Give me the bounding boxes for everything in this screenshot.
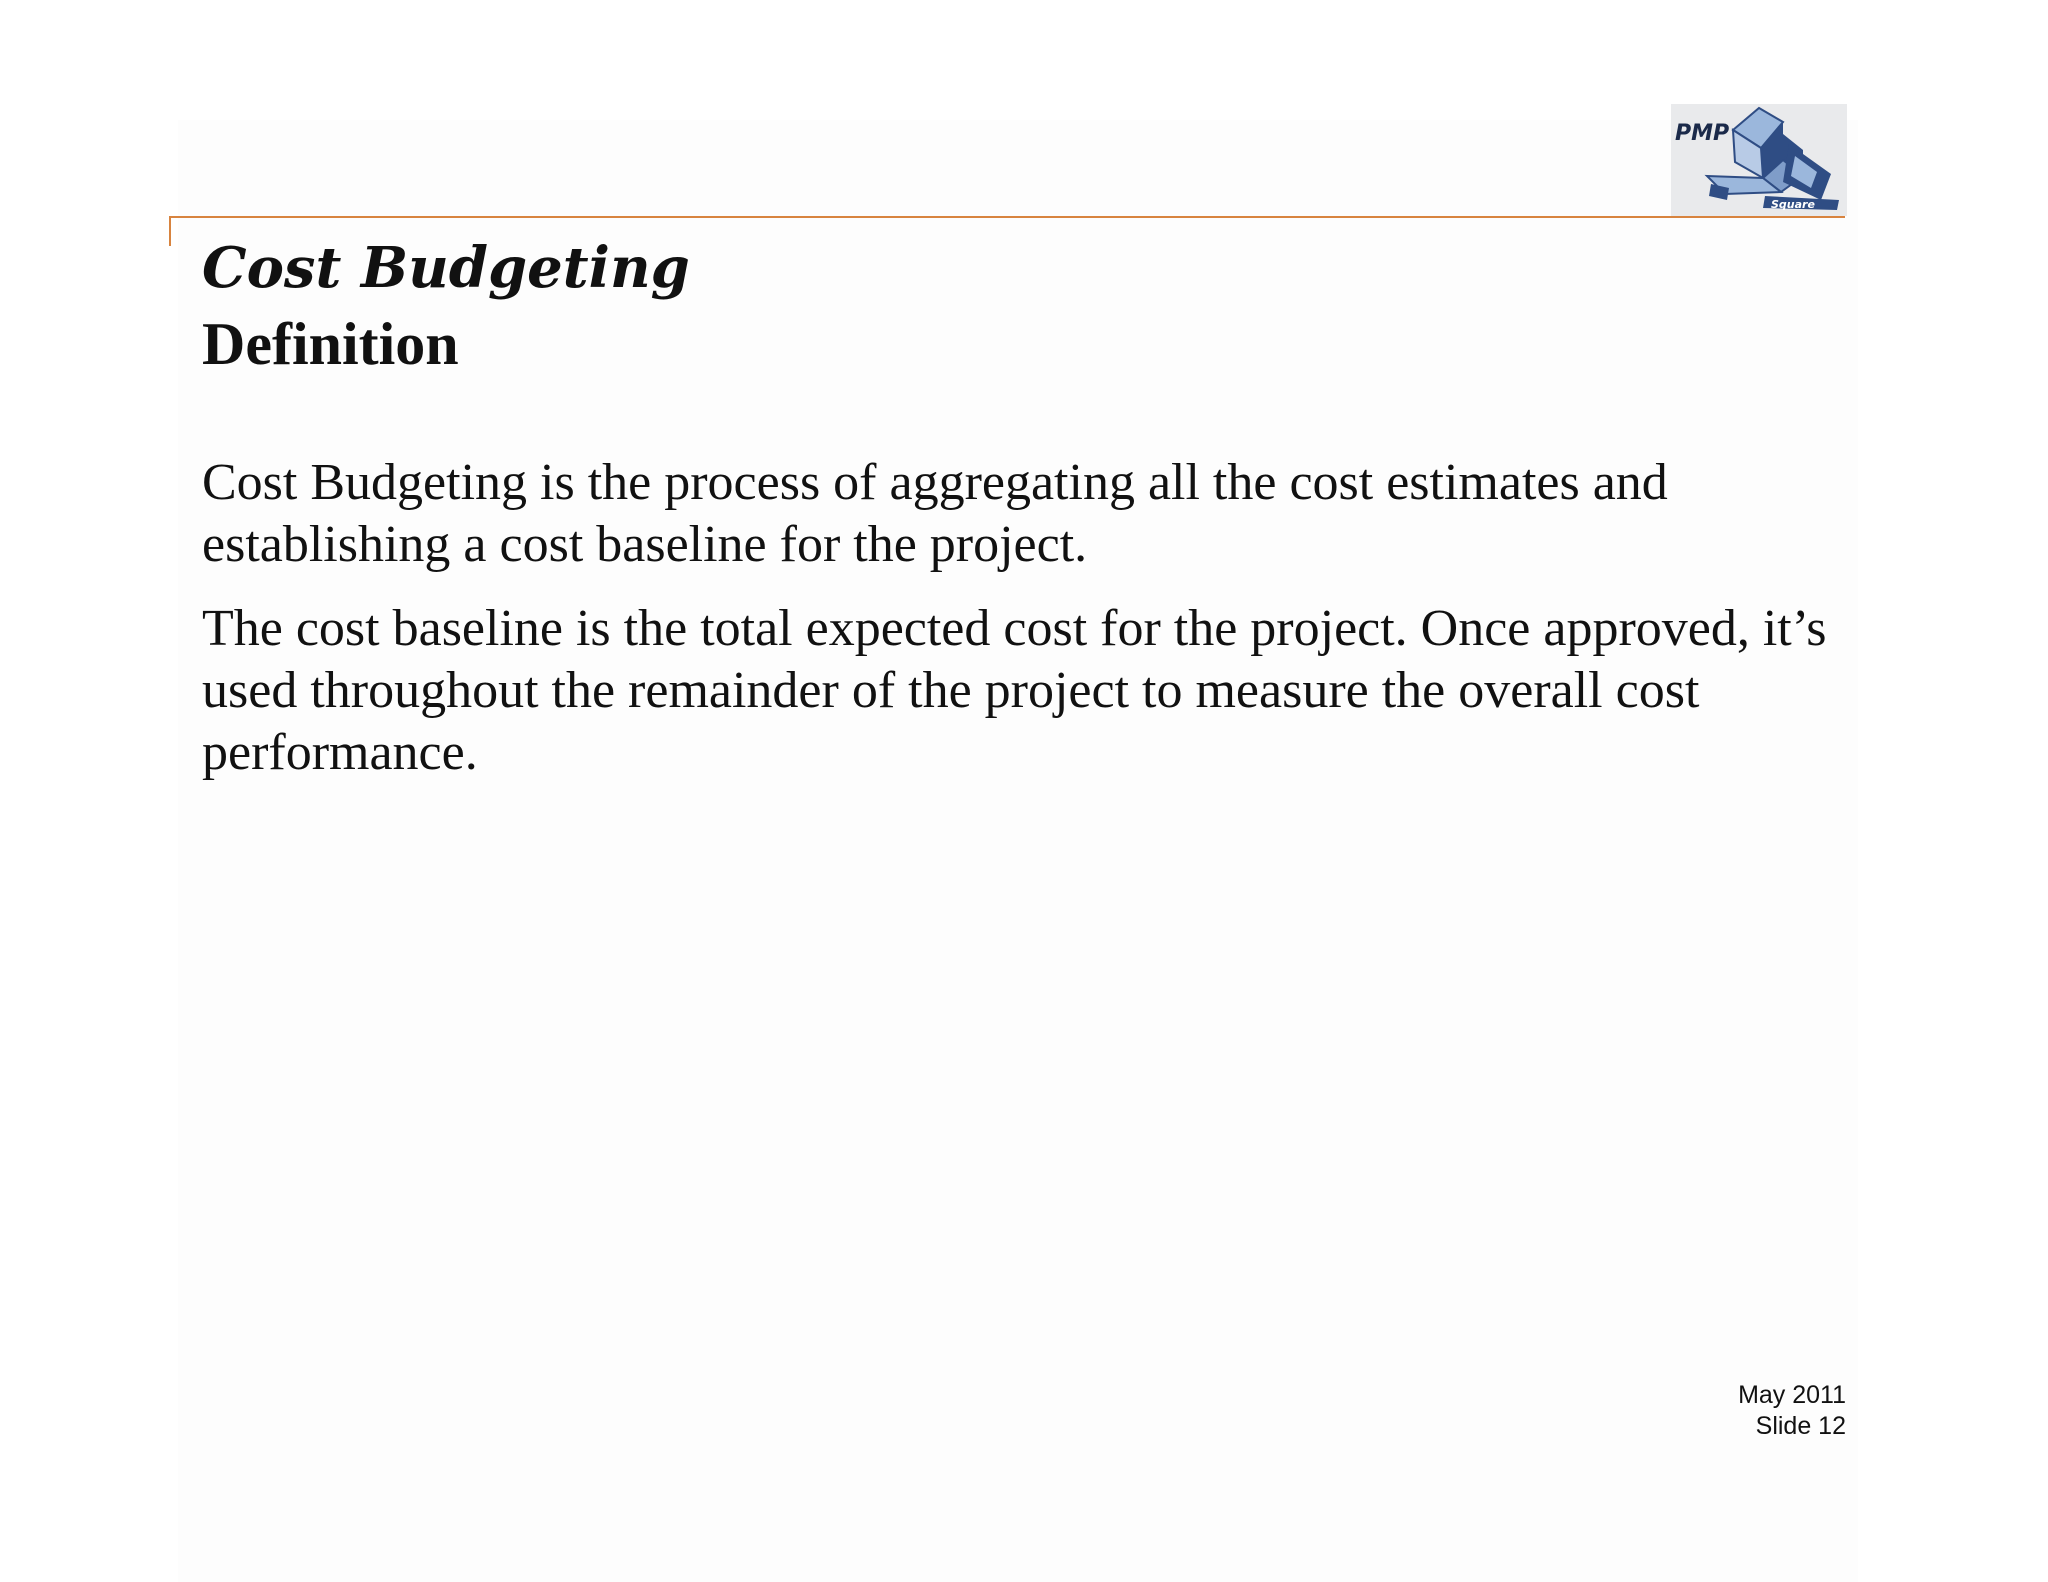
logo-text-square: Square (1771, 198, 1815, 211)
footer-date: May 2011 (1738, 1381, 1846, 1409)
slide-title: Cost Budgeting (202, 235, 690, 301)
pmp-square-logo (1671, 104, 1847, 216)
definition-paragraph-1: Cost Budgeting is the process of aggregating all the cost estimates and establishing a cost baseline for the project. (202, 454, 1668, 573)
footer-slide-number: Slide 12 (1755, 1412, 1846, 1440)
logo-graphic (1671, 104, 1847, 216)
logo-text-pmp: PMP (1675, 121, 1730, 146)
definition-paragraph-2: The cost baseline is the total expected cost for the project. Once approved, it’s used throughout the remainder of the project to measure the overall cost performance. (202, 600, 1827, 781)
slide-footer (1738, 1380, 1846, 1442)
slide-subtitle: Definition (202, 311, 459, 377)
header-divider-line (169, 216, 1845, 218)
header-divider-tick (169, 216, 171, 246)
